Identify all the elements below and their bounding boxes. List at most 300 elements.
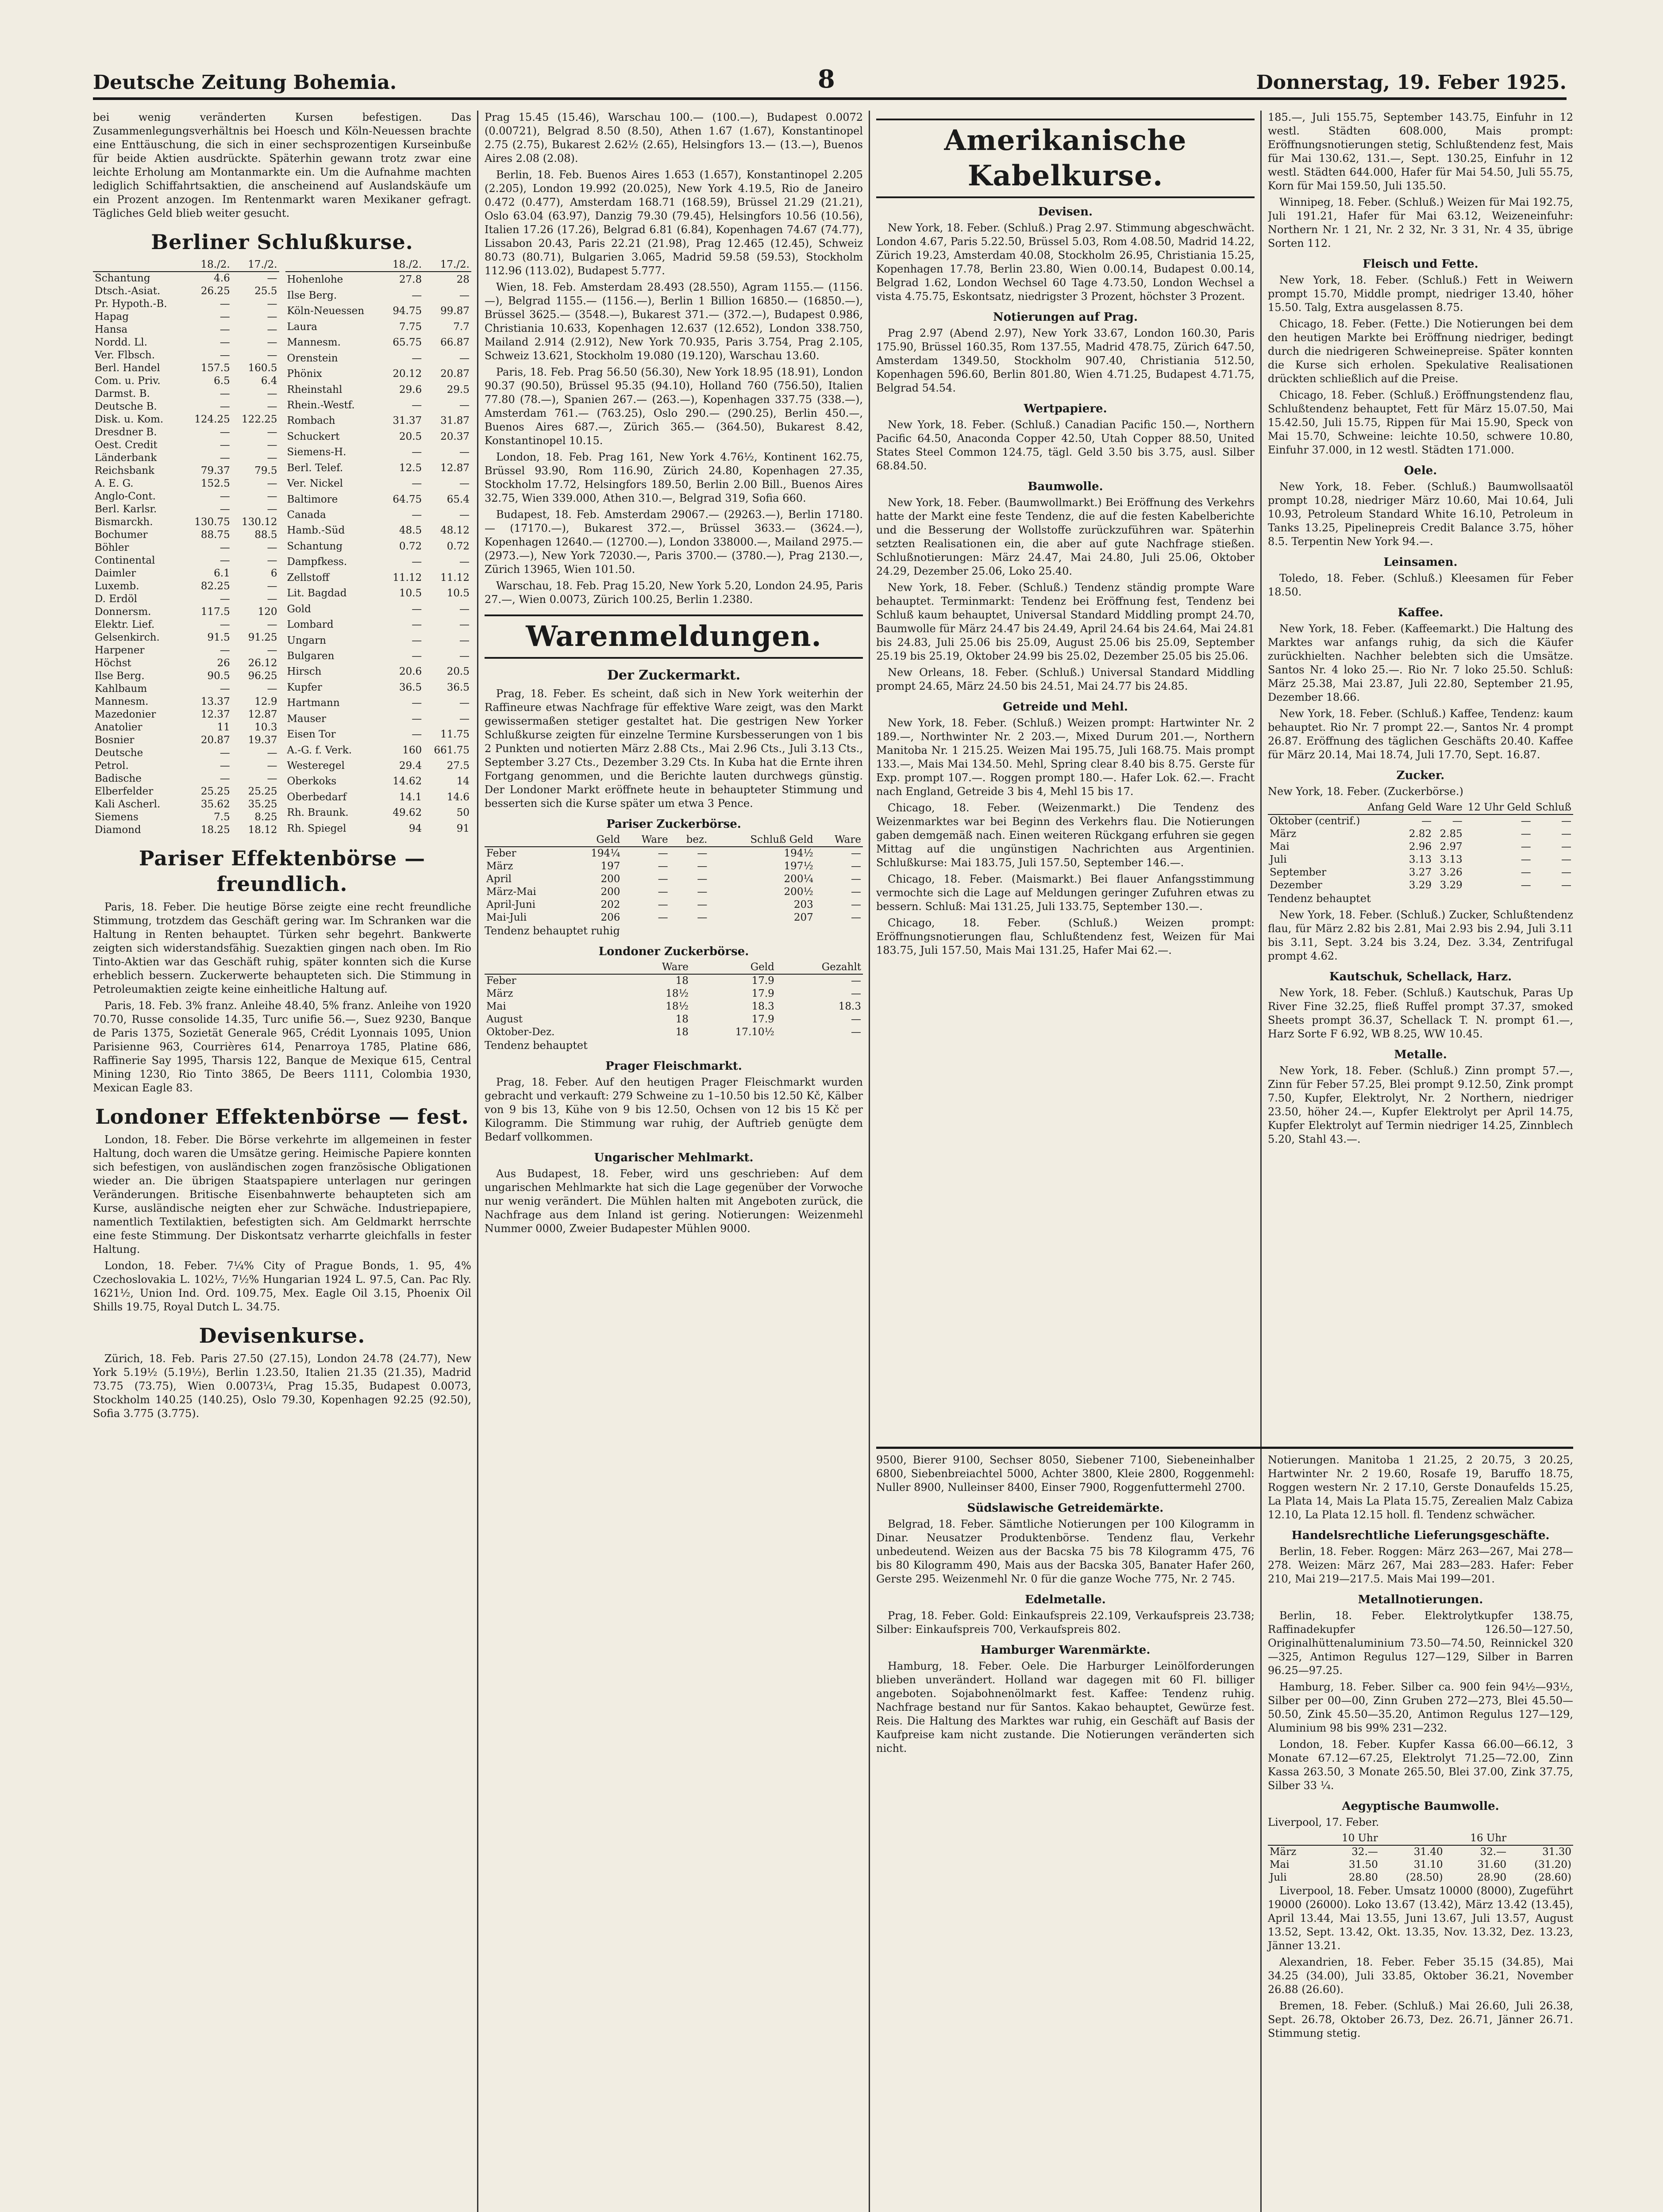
table-cell: — <box>219 773 230 784</box>
table-cell: 20.87 <box>440 368 470 380</box>
column-header: 16 Uhr <box>1445 1832 1509 1845</box>
table-cell: 31.87 <box>440 415 470 427</box>
table-cell: 157.5 <box>200 362 230 374</box>
table-cell: 194½ <box>784 848 813 859</box>
table-cell: Bochumer <box>95 529 148 541</box>
table-cell: Bismarckh. <box>95 516 153 528</box>
table-row <box>285 742 472 758</box>
table-cell: Oest. Credit <box>95 439 158 451</box>
table-cell: 3.29 <box>1409 879 1432 891</box>
sugar-market-report: Prag, 18. Feber. Es scheint, daß sich in New York weiterhin der Raffineure etwas Nachfrage für effektive Ware zeigt, was den Markt gewissermaßen stetiger gestaltet hat. Die gestrigen New Yorker Schlußkurse zeigten für einzelne Termine Kursbesserungen von 1 bis 2 Punkten und notierten März 2.88 Cts., Mai 2.96 Cts., Juli 3.13 Cts., September 3.27 Cts., Dezember 3.29 Cts. In Kuba hat die Ernte ihren Fortgang genommen, und die Berichte lauten durchwegs günstig. Der Londoner Markt eröffnete heute in behaupteter Stimmung und besserten sich die Kurse später um etwa 3 Pence. <box>485 687 863 810</box>
table-cell: Kali Ascherl. <box>95 799 161 810</box>
table-cell: Hapag <box>95 311 129 323</box>
column-header <box>1268 1832 1316 1845</box>
coffee-heading: Kaffee. <box>1397 606 1444 619</box>
table-cell: — <box>267 747 277 759</box>
sugar-market-heading: Der Zuckermarkt. <box>607 668 741 683</box>
table-cell: 2.85 <box>1440 828 1463 840</box>
table-cell: Disk. u. Kom. <box>95 414 164 425</box>
table-cell: 91.25 <box>248 632 277 643</box>
table-cell: 94.75 <box>393 305 422 317</box>
london-currency: London, 18. Feb. Prag 161, New York 4.76½, Kontinent 162.75, Brüssel 93.90, Rom 116.90, Zürich 24.80, Kopenhagen 27.35, Stockholm 17.72, Helsingfors 189.50, Berlin 2.00 Bill., Buenos Aires 32.75, Wien 339.000, Athen 310.—, Belgrad 319, Sofia 660. <box>485 451 863 504</box>
table-cell: — <box>219 542 230 553</box>
table-row <box>285 664 472 680</box>
table-cell: 8.25 <box>254 811 277 823</box>
table-cell: A. E. G. <box>95 478 134 489</box>
table-cell: Böhler <box>95 542 129 553</box>
table-cell: — <box>412 697 422 709</box>
table-cell: Bosnier <box>95 734 135 746</box>
commodity-heading: Warenmeldungen. <box>485 614 863 659</box>
table-cell: Mannesm. <box>95 696 149 707</box>
table-cell: Rhein.-Westf. <box>287 399 355 411</box>
table-cell: März <box>1270 828 1297 840</box>
column-header: Schluß <box>1533 801 1573 814</box>
table-cell: Schantung <box>95 273 150 284</box>
table-cell: Petrol. <box>95 760 129 772</box>
table-cell: 6.1 <box>214 568 230 579</box>
table-cell: 14 <box>456 776 470 787</box>
table-row <box>1268 1859 1573 1871</box>
table-cell: — <box>851 1026 861 1038</box>
chicago-close: Chicago, 18. Feber. (Schluß.) Weizen prompt: Eröffnungsnotierungen flau, Schlußtendenz fest, Weizen für Mai 183.75, Juli 157.50, Mais Mai 131.25, Hafer Mai 62.—. <box>876 917 1255 956</box>
table-cell: 20.6 <box>399 666 422 678</box>
table-cell: — <box>219 645 230 656</box>
table-cell: 12.5 <box>399 462 422 474</box>
table-cell: Siemens <box>95 811 139 823</box>
rubber-heading: Kautschuk, Schellack, Harz. <box>1329 970 1512 983</box>
table-cell: Bulgaren <box>287 650 335 662</box>
table-cell: — <box>851 873 861 885</box>
table-cell: Ungarn <box>287 634 326 646</box>
table-row <box>285 288 472 303</box>
table-cell: — <box>658 886 668 898</box>
table-cell: 7.5 <box>214 811 230 823</box>
table-row <box>1268 828 1573 841</box>
column-header: 10 Uhr <box>1316 1832 1380 1845</box>
table-cell: — <box>267 311 277 323</box>
table-cell: 25.25 <box>248 786 277 797</box>
table-row <box>285 601 472 617</box>
table-cell: Mai-Juli <box>486 912 527 923</box>
column-rule <box>1260 111 1262 2212</box>
table-cell: 6.4 <box>261 375 277 387</box>
table-cell: 4.6 <box>214 273 230 284</box>
table-cell: 200¼ <box>784 873 813 885</box>
table-cell: Oktober (centrif.) <box>1270 815 1360 827</box>
table-cell: 194¼ <box>591 848 620 859</box>
table-cell: — <box>697 848 708 859</box>
table-cell: — <box>267 439 277 451</box>
table-cell: 31.60 <box>1477 1859 1507 1870</box>
sugar-subheading: New York, 18. Feber. (Zuckerbörse.) <box>1268 785 1463 798</box>
table-row <box>285 476 472 492</box>
table-row <box>93 516 279 529</box>
table-row <box>93 683 279 695</box>
linseed-heading: Leinsamen. <box>1383 556 1458 569</box>
london-report: London, 18. Feber. Die Börse verkehrte im allgemeinen in fester Haltung, doch waren die Umsätze gering. Heimische Papiere konnten sich befestigen, von ausländischen zogen französische Obligationen wieder an. Die übrigen Staatspapiere unterlagen nur geringen Veränderungen. Britische Eisenbahnwerte behaupteten sich am Kurse, ausländische neigten eher zur Schwäche. Industriepapiere, namentlich Textilaktien, befestigten sich. Am Geldmarkt herrschte eine feste Stimmung. Der Diskontsatz verharrte gleichfalls in fester Haltung. <box>93 1133 471 1256</box>
table-cell: 6 <box>270 568 277 579</box>
table-cell: 197 <box>601 860 620 872</box>
table-row <box>93 760 279 772</box>
column-header: Ware <box>815 833 863 847</box>
hamburg-goods-report: Hamburg, 18. Feber. Oele. Die Harburger Leinölforderungen blieben unverändert. Holland war dagegen mit 60 Fl. billiger angeboten. Sojabohnenölmarkt fest. Kaffee: Tendenz ruhig. Nachfrage bestand nur für Santos. Kakao behauptet, Gewürze fest. Reis. Die Haltung des Marktes war ruhig, ein Geschäft auf Basis der Kaufpreise kam nicht zustande. Die Notierungen veränderten sich nicht. <box>876 1660 1255 1755</box>
table-cell: 13.37 <box>200 696 230 707</box>
col-head: 17./2. <box>423 258 471 272</box>
berlin-stocks-left <box>93 258 279 837</box>
table-cell: 35.62 <box>200 799 230 810</box>
table-cell: 48.12 <box>440 525 470 537</box>
yugoslav-grain-report: Belgrad, 18. Feber. Sämtliche Notierungen per 100 Kilogramm in Dinar. Neusatzer Produktenbörse. Tendenz flau, Verkehr unbedeutend. Weizen aus der Bacska 75 bis 78 Kilogramm 475, 76 bis 80 Kilogramm 490, Mais aus der Bacska 305, Banater Hafer 260, Gerste 295. Weizenmehl Nr. 0 für die ganze Woche 775, Nr. 2 745. <box>876 1518 1255 1585</box>
table-cell: 28 <box>456 274 470 286</box>
table-cell: Nordd. Ll. <box>95 337 147 348</box>
american-cable-heading: Amerikanische Kabelkurse. <box>876 119 1255 198</box>
paris-sugar-table <box>485 833 863 924</box>
table-cell: 26.12 <box>248 657 277 669</box>
table-cell: 88.75 <box>200 529 230 541</box>
table-cell: 10.3 <box>254 722 277 733</box>
table-cell: — <box>658 873 668 885</box>
metals-report: New York, 18. Feber. (Schluß.) Zinn prompt 57.—, Zinn für Feber 57.25, Blei prompt 9.12.50, Zink prompt 7.50, Kupfer, Elektrolyt, Nr. 2 Northern, niedriger 23.50, höher 24.—, Kupfer Elektrolyt per April 14.75, Kupfer Elektrolyt auf Termin niedriger 14.25, Zinnblech 5.20, Stahl 43.—. <box>1268 1064 1573 1145</box>
table-cell: — <box>1521 854 1531 865</box>
table-row <box>93 362 279 375</box>
table-cell: Rheinstahl <box>287 384 343 396</box>
table-cell: 26.25 <box>200 285 230 297</box>
table-cell: Deutsche <box>95 747 143 759</box>
coffee-report: New York, 18. Feber. (Kaffeemarkt.) Die Haltung des Marktes war anfangs ruhig, da sich die Käufer zurückhielten. Nachher belebten sich die Umsätze. Santos Nr. 4 loko 25.—. Rio Nr. 7 loko 25.50. Schluß: März 25.38, Mai 23.87, Juli 22.80, September 21.95, Dezember 18.66. <box>1268 622 1573 703</box>
table-cell: Mannesm. <box>287 337 341 349</box>
table-row <box>285 633 472 648</box>
table-cell: — <box>1561 828 1571 840</box>
table-row <box>485 1026 863 1039</box>
cotton-heading: Baumwolle. <box>1028 480 1103 493</box>
table-cell: Dampfkess. <box>287 556 347 568</box>
rubber-report: New York, 18. Feber. (Schluß.) Kautschuk, Paras Up River Fine 32.25, fließ Ruffel prompt 37.37, smoked Sheets prompt 36.37, Schellack T. N. prompt 61.—, Harz Sorte F 6.92, WB 8.25, WW 10.45. <box>1268 987 1573 1040</box>
budapest-currency: Budapest, 18. Feb. Amsterdam 29067.— (29263.—), Berlin 17180.— (17170.—), Bukarest 372.—, Brüssel 3633.— (3624.—), Kopenhagen 12640.— (12700.—), London 338000.—, Mailand 2975.— (2973.—), New York 72030.—, Paris 3700.— (3780.—), Prag 2130.—, Zürich 13965, Wien 101.50. <box>485 508 863 576</box>
table-row <box>285 554 472 570</box>
chicago-corn: Chicago, 18. Feber. (Maismarkt.) Bei flauer Anfangsstimmung vermochte sich die Lage auf Meldungen geringer Zufuhren etwas zu bessern. Schluß: Mai 131.25, Juli 133.75, September 130.—. <box>876 873 1255 913</box>
table-row <box>285 680 472 695</box>
table-cell: Mai <box>1270 841 1290 853</box>
table-cell: Lit. Bagdad <box>287 588 347 599</box>
table-cell: 12.37 <box>200 709 230 720</box>
table-cell: — <box>267 619 277 630</box>
table-cell: 203 <box>793 899 813 910</box>
table-cell: Gelsenkirch. <box>95 632 160 643</box>
table-cell: Rh. Braunk. <box>287 807 349 819</box>
table-row <box>93 772 279 785</box>
table-row <box>285 821 472 837</box>
linseed-report: Toledo, 18. Feber. (Schluß.) Kleesamen für Feber 18.50. <box>1268 572 1573 598</box>
table-cell: — <box>1561 867 1571 878</box>
chicago-fat: Chicago, 18. Feber. (Fette.) Die Notierungen bei dem den heutigen Markte bei Eröffnung niedriger, bedingt durch die niedrigeren Schweinepreise. Später konnten die Kurse sich erholen. Spekulative Realisationen drückten schließlich auf die Preise. <box>1268 318 1573 385</box>
column-header: Ware <box>1433 801 1464 814</box>
table-row <box>1268 853 1573 866</box>
paris-sugar-heading: Pariser Zuckerbörse. <box>606 818 741 831</box>
table-cell: 152.5 <box>200 478 230 489</box>
table-cell: 82.25 <box>200 580 230 592</box>
table-cell: Juli <box>1270 854 1287 865</box>
table-cell: (31.20) <box>1534 1859 1571 1870</box>
table-cell: — <box>219 683 230 695</box>
table-cell: — <box>412 650 422 662</box>
table-row <box>1268 841 1573 853</box>
paris-sugar-tendency: Tendenz behauptet ruhig <box>485 925 620 937</box>
table-cell: Eisen Tor <box>287 729 336 741</box>
table-row <box>285 727 472 742</box>
table-row <box>93 695 279 708</box>
table-row <box>485 886 863 899</box>
table-cell: — <box>267 773 277 784</box>
page-number: 8 <box>817 65 835 94</box>
table-cell: 20.5 <box>447 666 470 678</box>
table-cell: — <box>267 388 277 399</box>
table-cell: — <box>412 509 422 521</box>
table-cell: — <box>219 503 230 515</box>
table-cell: 20.87 <box>200 734 230 746</box>
column-header: Geld <box>690 961 776 974</box>
col-head <box>285 258 384 272</box>
coffee-close: New York, 18. Feber. (Schluß.) Kaffee, Tendenz: kaum behauptet. Rio Nr. 7 prompt 22.—, Santos Nr. 4 prompt 26.87. Eröffnung des täglichen Geschäfts 20.40. Kaffee für März 20.14, Mai 18.74, Juli 17.70, Sept. 16.87. <box>1268 707 1573 761</box>
table-cell: März <box>486 860 513 872</box>
table-cell: — <box>697 860 708 872</box>
table-cell: Oberkoks <box>287 776 337 787</box>
table-cell: 14.62 <box>393 776 422 787</box>
table-row <box>1268 814 1573 828</box>
table-cell: 3.13 <box>1409 854 1432 865</box>
prague-quotes: Prag 2.97 (Abend 2.97), New York 33.67, London 160.30, Paris 175.90, Brüssel 160.35, Rom 137.55, Madrid 478.75, Zürich 647.50, Amsterdam 1349.50, Stockholm 907.40, Christiania 512.50, Kopenhagen 596.60, Berlin 801.80, Wien 4.71.25, Budapest 4.71.75, Belgrad 54.54. <box>876 327 1255 394</box>
table-cell: 18 <box>675 1026 689 1038</box>
table-cell: Anatolier <box>95 722 142 733</box>
table-row <box>485 873 863 886</box>
meat-market-report: Prag, 18. Feber. Auf den heutigen Prager Fleischmarkt wurden gebracht und verkauft: 279 Schweine zu 1–10.50 bis 12.50 Kč, Kälber von 9 bis 13, Kühe von 9 bis 12.50, Ochsen von 12 bis 15 Kč per Kilogramm. Die Stimmung war ruhig, der Auftrieb genügte dem Bedarf vollkommen. <box>485 1076 863 1143</box>
table-row <box>485 1000 863 1013</box>
issue-date: Donnerstag, 19. Feber 1925. <box>1256 71 1567 94</box>
column-header <box>485 961 630 974</box>
table-cell: 0.72 <box>447 540 470 552</box>
table-cell: Hirsch <box>287 666 322 678</box>
table-row <box>485 860 863 873</box>
table-cell: — <box>219 491 230 502</box>
table-cell: 66.87 <box>440 337 470 349</box>
table-row <box>93 503 279 516</box>
table-cell: 17.9 <box>751 988 774 999</box>
table-cell: 31.30 <box>1542 1846 1571 1858</box>
table-cell: 27.8 <box>399 274 422 286</box>
table-row <box>285 758 472 774</box>
table-row <box>93 644 279 657</box>
table-cell: 2.97 <box>1440 841 1463 853</box>
column-header <box>1508 1832 1573 1845</box>
table-cell: März-Mai <box>486 886 536 898</box>
vienna-currency: Wien, 18. Feb. Amsterdam 28.493 (28.550), Agram 1155.— (1156.—), Belgrad 1155.— (1156.—), Berlin 1 Billion 16850.— (16850.—), Brüssel 3625.— (3548.—), Bukarest 371.— (372.—), Budapest 0.986, Christiania 10.633, Kopenhagen 12.637 (12.652), London 338.750, Mailand 2.914 (2.912), New York 70.935, Paris 3.754, Prag 2.105, Schweiz 13.621, Stockholm 19.080 (19.120), Warschau 13.60. <box>485 281 863 362</box>
table-row <box>1268 1845 1573 1859</box>
table-cell: 18.3 <box>751 1001 774 1012</box>
table-cell: 20.37 <box>440 430 470 442</box>
table-cell: — <box>1521 815 1531 827</box>
table-cell: 65.4 <box>447 493 470 505</box>
table-row <box>285 350 472 366</box>
table-row <box>1268 879 1573 892</box>
securities-heading: Wertpapiere. <box>1024 402 1107 415</box>
table-cell: — <box>459 634 470 646</box>
ny-currency: New York, 18. Feber. (Schluß.) Prag 2.97. Stimmung abgeschwächt. London 4.67, Paris 5.22.50, Brüssel 5.03, Rom 4.08.50, Madrid 14.22, Zürich 19.23, Amsterdam 40.08, Stockholm 26.95, Christiania 15.25, Kopenhagen 17.78, Berlin 23.80, Wien 0.00.14, Budapest 0.00.14, Belgrad 1.62, London Wechsel 60 Tage 4.73.50, London Wechsel a vista 4.75.75, Eskontsatz, niedrigster 3 Prozent, höchster 3 Prozent. <box>876 222 1255 303</box>
table-cell: 206 <box>601 912 620 923</box>
table-cell: 3.27 <box>1409 867 1432 878</box>
table-row <box>485 974 863 987</box>
table-cell: — <box>219 401 230 412</box>
table-cell: 18½ <box>666 988 689 999</box>
table-cell: — <box>459 509 470 521</box>
table-cell: 12.87 <box>248 709 277 720</box>
table-row <box>285 523 472 538</box>
table-cell: — <box>851 975 861 987</box>
table-cell: 26 <box>217 657 230 669</box>
table-cell: Länderbank <box>95 452 157 464</box>
table-cell: August <box>486 1014 523 1025</box>
table-cell: Dtsch.-Asiat. <box>95 285 161 297</box>
table-cell: 31.10 <box>1413 1859 1443 1870</box>
table-cell: Berl. Handel <box>95 362 160 374</box>
table-row <box>93 554 279 567</box>
table-cell: 130.75 <box>194 516 230 528</box>
chicago-fat-close: Chicago, 18. Feber. (Schluß.) Eröffnungstendenz flau, Schlußtendenz behauptet, Fett für März 15.07.50, Mai 15.42.50, Juli 15.75, Rippen für Mai 15.90, Speck von Mai 15.70, Schweine: leichte 10.50, schwere 10.80, Einfuhr 37.000, in 12 westl. Städten 171.000. <box>1268 389 1573 456</box>
table-cell: — <box>1561 841 1571 853</box>
table-cell: Oberbedarf <box>287 791 346 803</box>
stock-rows <box>285 272 472 837</box>
table-cell: — <box>412 713 422 725</box>
table-cell: — <box>412 603 422 615</box>
table-cell: 48.5 <box>399 525 422 537</box>
table-cell: — <box>267 503 277 515</box>
table-cell: Ver. Flbsch. <box>95 349 155 361</box>
table-row <box>285 319 472 335</box>
table-cell: Orenstein <box>287 352 338 364</box>
column-header <box>1380 1832 1445 1845</box>
table-cell: Juli <box>1270 1872 1287 1883</box>
table-cell: — <box>219 619 230 630</box>
column-header: Geld <box>570 833 622 847</box>
table-cell: Donnersm. <box>95 606 151 618</box>
berlin-stock-tables <box>93 258 471 837</box>
table-cell: — <box>851 1014 861 1025</box>
table-cell: 25.5 <box>254 285 277 297</box>
paris-quotes: Paris, 18. Feb. 3% franz. Anleihe 48.40, 5% franz. Anleihe von 1920 70.70, Russe consolide 14.35, Turc unifie 56.—, Suez 9230, Banque de Paris 1375, Sozietät Generale 965, Crédit Lyonnais 1095, Union Parisienne 963, Courrières 614, Penarroya 1785, Platine 686, Raffinerie Say 1995, Tharsis 122, Banque de Mexique 615, Central Mining 1230, Rio Tinto 3865, De Beers 1111, Colombia 1930, Mexican Eagle 83. <box>93 999 471 1094</box>
paris-currency: Paris, 18. Feb. Prag 56.50 (56.30), New York 18.95 (18.91), London 90.37 (90.50), Brüssel 95.35 (94.10), Holland 760 (756.50), Italien 77.80 (78.—), Spanien 267.— (263.—), Kopenhagen 337.75 (338.—), Amsterdam 761.— (763.25), Oslo 290.— (290.25), Berlin 450.—, Buenos Aires 687.—, Zürich 365.— (364.50), Bukarest 8.42, Konstantinopel 10.15. <box>485 366 863 447</box>
table-row <box>93 824 279 837</box>
table-cell: 14.1 <box>399 791 422 803</box>
table-cell: Mazedonier <box>95 709 156 720</box>
table-cell: Hohenlohe <box>287 274 343 286</box>
new-orleans-cotton: New Orleans, 18. Feber. (Schluß.) Universal Standard Middling prompt 24.65, März 24.50 bis 24.51, Mai 24.77 bis 24.85. <box>876 666 1255 692</box>
table-cell: 49.62 <box>393 807 422 819</box>
table-cell: — <box>459 713 470 725</box>
table-cell: 200½ <box>784 886 813 898</box>
table-cell: — <box>412 352 422 364</box>
table-cell: — <box>459 352 470 364</box>
table-cell: 11.75 <box>440 729 470 741</box>
table-cell: A.-G. f. Verk. <box>287 744 352 756</box>
table-cell: 11.12 <box>393 572 422 584</box>
table-cell: 29.6 <box>399 384 422 396</box>
ny-sugar-table <box>1268 801 1573 892</box>
table-row <box>93 747 279 760</box>
rotterdam-grain: Notierungen. Manitoba 1 21.25, 2 20.75, 3 20.25, Hartwinter Nr. 2 19.60, Rosafe 19, Baruffo 18.75, Roggen western Nr. 2 17.10, Gerste Donaufelds 15.25, La Plata 14, Mais La Plata 15.75, Zerealien Malz Cabiza 12.10, La Plata 12.15 holl. fl. Tendenz schwächer. <box>1268 1454 1573 1521</box>
table-cell: — <box>851 860 861 872</box>
table-cell: — <box>412 446 422 458</box>
table-cell: Feber <box>486 848 516 859</box>
table-row <box>485 899 863 911</box>
table-cell: 17.9 <box>751 1014 774 1025</box>
table-cell: 18.12 <box>248 824 277 836</box>
table-row <box>93 657 279 670</box>
table-row <box>285 272 472 288</box>
table-cell: — <box>219 324 230 335</box>
sugar-heading: Zucker. <box>1396 769 1445 782</box>
table-cell: — <box>267 555 277 566</box>
table-cell: D. Erdöl <box>95 593 137 605</box>
table-cell: 32.— <box>1480 1846 1507 1858</box>
table-cell: 91 <box>456 822 470 834</box>
table-cell: 202 <box>601 899 620 910</box>
table-cell: — <box>459 289 470 301</box>
table-cell: — <box>412 399 422 411</box>
table-row <box>93 541 279 554</box>
table-cell: Badische <box>95 773 142 784</box>
table-cell: Laura <box>287 321 318 333</box>
devisen-subheading: Devisen. <box>1038 205 1093 219</box>
table-cell: 10.5 <box>447 588 470 599</box>
currency-continued: Prag 15.45 (15.46), Warschau 100.— (100.—), Budapest 0.0072 (0.00721), Belgrad 8.50 (8.50), Athen 1.67 (1.67), Konstantinopel 2.75 (2.75), Bukarest 2.62½ (2.65), Helsingfors 13.— (13.—), Buenos Aires 2.08 (2.08). <box>485 111 863 165</box>
table-cell: — <box>219 298 230 310</box>
table-cell: 2.96 <box>1409 841 1432 853</box>
table-cell: 160 <box>402 744 422 756</box>
table-cell: — <box>851 848 861 859</box>
table-cell: — <box>219 452 230 464</box>
table-row <box>285 460 472 476</box>
table-cell: — <box>219 747 230 759</box>
table-cell: Gold <box>287 603 311 615</box>
table-cell: 18 <box>675 1014 689 1025</box>
table-row <box>285 445 472 460</box>
london-sugar-table <box>485 961 863 1039</box>
table-row <box>285 617 472 633</box>
table-cell: Darmst. B. <box>95 388 150 399</box>
oils-heading: Oele. <box>1404 464 1437 477</box>
meat-market-heading: Prager Fleischmarkt. <box>605 1060 742 1073</box>
table-cell: Höchst <box>95 657 131 669</box>
table-cell: 94 <box>408 822 422 834</box>
table-cell: Elberfelder <box>95 786 154 797</box>
cotton-report: New York, 18. Feber. (Baumwollmarkt.) Bei Eröffnung des Verkehrs hatte der Markt eine feste Tendenz, die auf die festen Kabelberichte und die Besserung der Wollstoffe zurückzuführen war. Späterhin setzten Realisationen ein, die aber auf gute Nachfrage stießen. Schlußnotierungen: März 24.47, Mai 24.80, Juli 25.06, Oktober 24.29, Dezember 25.06, Loko 25.40. <box>876 496 1255 577</box>
table-cell: März <box>1270 1846 1297 1858</box>
table-row <box>1268 1871 1573 1884</box>
table-cell: Oktober-Dez. <box>486 1026 555 1038</box>
table-row <box>1268 866 1573 879</box>
grain-continued: 185.—, Juli 155.75, September 143.75, Einfuhr in 12 westl. Städten 608.000, Mais prompt: Eröffnungsnotierungen stetig, Schlußtendenz fest, Mais für Mai 130.62, 131.—, Sept. 130.25, Einfuhr in 12 westl. Städten 644.000, Hafer für Mai 54.50, Juli 55.75, Korn für Mai 159.50, Juli 135.50. <box>1268 111 1573 192</box>
table-cell: 197½ <box>784 860 813 872</box>
table-cell: — <box>1561 879 1571 891</box>
table-cell: — <box>459 603 470 615</box>
column-2 <box>485 111 863 2212</box>
table-cell: Daimler <box>95 568 136 579</box>
table-cell: — <box>219 555 230 566</box>
hamburg-metals: Hamburg, 18. Feber. Silber ca. 900 fein 94½—93½, Silber per 00—00, Zinn Gruben 272—273, Blei 45.50—50.50, Zink 45.50—35.20, Antimon Regulus 127—129, Aluminium 98 bis 99% 231—232. <box>1268 1681 1573 1734</box>
table-cell: 79.5 <box>254 465 277 476</box>
table-cell: 90.5 <box>207 670 230 682</box>
table-row <box>93 388 279 400</box>
table-cell: — <box>1421 815 1432 827</box>
